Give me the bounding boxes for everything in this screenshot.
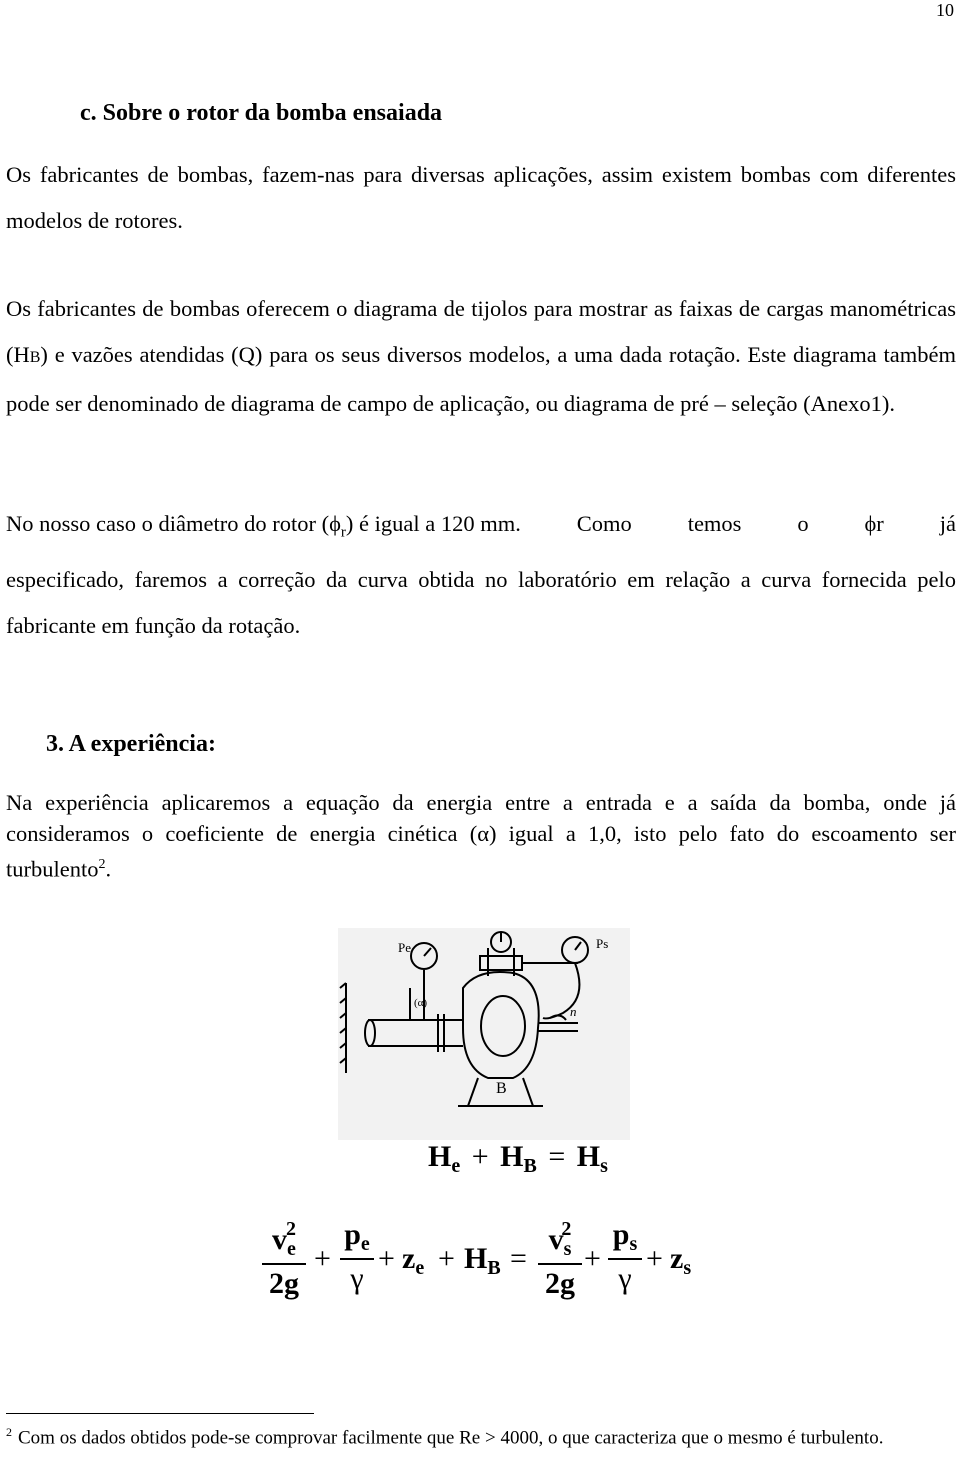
paragraph-rotor-models: Os fabricantes de bombas, fazem-nas para diversas aplicações, assim existem bombas com diferentes modelos de rotores.: [6, 162, 956, 233]
footnote: $^2$ Com os dados obtidos pode-se comprovar facilmente que Re > 4000, o que caracteriza que o mesmo é turbulento.: [6, 1425, 884, 1449]
equation-energy-full: $v_e^2$ 2g + $p_e$ γ + $z_e$ + $H_B$ = $v_s^2$ 2g + $p_s$ γ + $z_s$: [262, 1218, 722, 1318]
section-heading-c: c. Sobre o rotor da bomba ensaiada: [80, 100, 443, 126]
paragraph-brick-diagram: Os fabricantes de bombas oferecem o diagrama de tijolos para mostrar as faixas de cargas manométricas (HB) e vazões atendidas (Q) para os seus diversos modelos, a uma dada rotação. Este diagrama também pode ser denominado de diagrama de campo de aplicação, ou diagrama de pré – seleção (Anexo1).: [6, 296, 956, 416]
paragraph-rotor-diameter-line1: No nosso caso o diâmetro do rotor $(\phi_r)$ é igual a 120 mm. Como temos o ϕr já: [6, 511, 956, 541]
equation-energy-simple: $H_e + H_B = H_s$: [428, 1140, 608, 1177]
label-pe: Pe: [398, 940, 411, 955]
label-alpha: (α): [414, 997, 428, 1009]
page-number: 10: [936, 0, 954, 20]
pump-sketch: [338, 928, 630, 1140]
paragraph-energy-equation: Na experiência aplicaremos a equação da energia entre a entrada e a saída da bomba, onde já consideramos o coeficiente de energia cinética (α) igual a 1,0, isto pelo fato do escoamento ser turbulento$^2$.: [6, 790, 956, 882]
paragraph-rotor-diameter-rest: especificado, faremos a correção da curva obtida no laboratório em relação a curva fornecida pelo fabricante em função da rotação.: [6, 567, 956, 638]
pump-setup-figure: [338, 928, 630, 1140]
label-ps: Ps: [596, 936, 609, 951]
footnote-rule: [6, 1413, 314, 1414]
label-b: B: [496, 1080, 507, 1097]
section-heading-3: 3. A experiência:: [46, 731, 216, 757]
label-n: n: [570, 1004, 577, 1019]
